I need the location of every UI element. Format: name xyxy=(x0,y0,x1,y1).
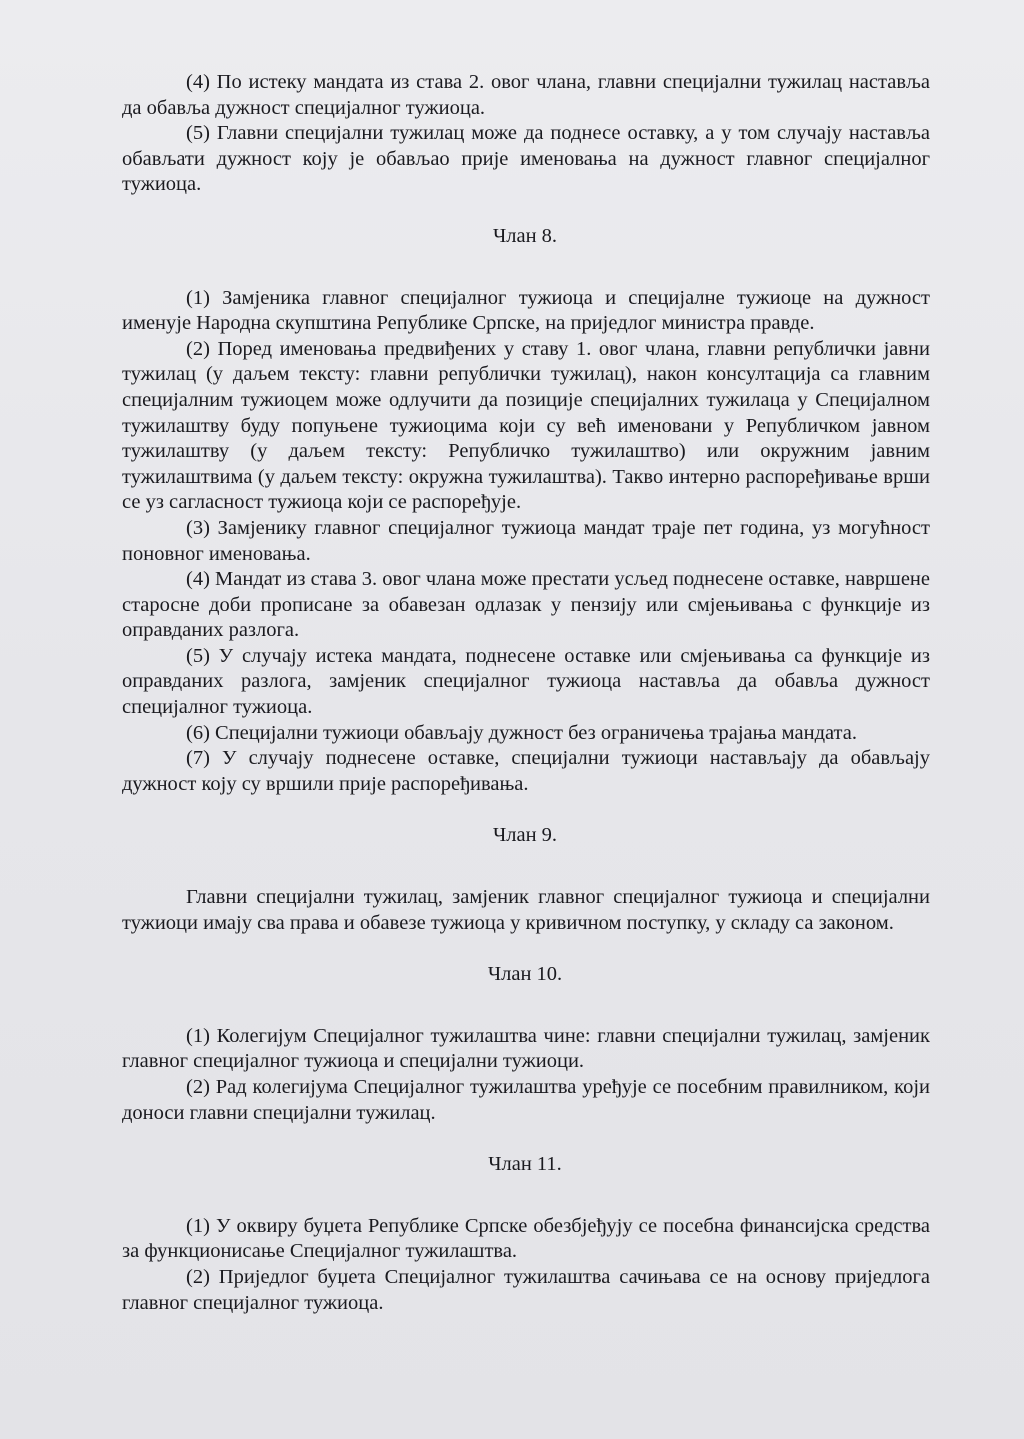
paragraph: (2) Приједлог буџета Специјалног тужилаштва сачињава се на основу приједлога главног специјалног тужиоца. xyxy=(122,1265,930,1314)
paragraph: (2) Поред именовања предвиђених у ставу 1. овог члана, главни републички јавни тужилац (у даљем тексту: главни републички тужилац), након консултација са главним специјалним тужиоцем може одлучити да позиције специјалних тужилаца у Специјалном тужилаштву буду попуњене тужиоцима који су већ именовани у Републичком јавном тужилаштву (у даљем тексту: Републичко тужилаштво) или окружним јавним тужилаштвима (у даљем тексту: окружна тужилаштва). Такво интерно распоређивање врши се уз сагласност тужиоца који се распоређује. xyxy=(122,337,930,514)
paragraph: Главни специјални тужилац, замјеник главног специјалног тужиоца и специјални тужиоци имају сва права и обавезе тужиоца у кривичном поступку, у складу са законом. xyxy=(122,886,930,934)
paragraph: (2) Рад колегијума Специјалног тужилаштва уређује се посебним правилником, који доноси главни специјални тужилац. xyxy=(122,1076,930,1124)
article-heading: Члан 10. xyxy=(487,963,563,986)
document-body xyxy=(122,70,930,1316)
paragraph: (3) Замјенику главног специјалног тужиоца мандат траје пет година, уз могућност поновног именовања. xyxy=(122,516,930,565)
paragraph: (4) По истеку мандата из става 2. овог члана, главни специјални тужилац наставља да обавља дужност специјалног тужиоца. xyxy=(122,71,930,119)
article-heading: Члан 11. xyxy=(488,1153,562,1176)
paragraph: (7) У случају поднесене оставке, специјални тужиоци настављају да обављају дужност коју су вршили прије распоређивања. xyxy=(122,747,930,795)
paragraph: (1) Колегијум Специјалног тужилаштва чине: главни специјални тужилац, замјеник главног специјалног тужиоца и специјални тужиоци. xyxy=(122,1024,930,1073)
paragraph: (5) Главни специјални тужилац може да поднесе оставку, а у том случају наставља обављати дужност коју је обављао прије именовања на дужност главног специјалног тужиоца. xyxy=(122,122,930,196)
article-heading: Члан 8. xyxy=(492,224,558,247)
article-heading: Члан 9. xyxy=(492,824,558,847)
paragraph: (4) Мандат из става 3. овог члана може престати усљед поднесене оставке, навршене старосне доби прописане за обавезан одлазак у пензију или смјењивања с функције из оправданих разлога. xyxy=(122,568,930,642)
paragraph: (5) У случају истека мандата, поднесене оставке или смјењивања са функције из оправданих разлога, замјеник специјалног тужиоца наставља да обавља дужност специјалног тужиоца. xyxy=(122,644,930,719)
paragraph: (1) Замјеника главног специјалног тужиоца и специјалне тужиоце на дужност именује Народна скупштина Републике Српске, на приједлог министра правде. xyxy=(122,286,930,335)
paragraph: (1) У оквиру буџета Републике Српске обезбјеђују се посебна финансијска средства за функционисање Специјалног тужилаштва. xyxy=(122,1214,930,1263)
paragraph: (6) Специјални тужиоци обављају дужност без ограничења трајања мандата. xyxy=(186,721,857,744)
